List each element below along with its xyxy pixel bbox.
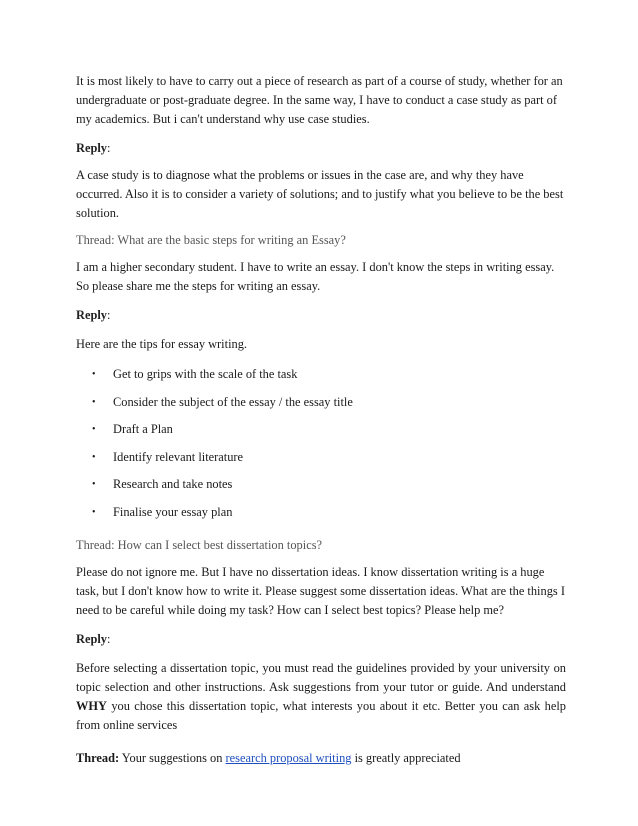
tips-list xyxy=(76,365,566,522)
reply-label: Reply xyxy=(76,141,107,155)
thread-text-before-link: Your suggestions on xyxy=(119,750,226,765)
list-item xyxy=(76,365,566,384)
tip-text: Draft a Plan xyxy=(113,422,173,437)
list-item xyxy=(76,475,566,494)
list-item xyxy=(76,420,566,439)
tip-text: Research and take notes xyxy=(113,477,233,492)
thread-text-after-link: is greatly appreciated xyxy=(351,750,461,765)
list-item xyxy=(76,503,566,522)
list-item xyxy=(76,448,566,467)
bullet-icon: • xyxy=(92,396,96,408)
bullet-icon: • xyxy=(92,369,96,380)
thread-heading-dissertation: Thread: How can I select best dissertation topics? xyxy=(76,537,323,552)
reply-paragraph-case-study: A case study is to diagnose what the problems or issues in the case are, and why they have occurred. Also it is to consider a variety of solutions; and to justify what you believe to be the best solution. xyxy=(76,168,564,220)
question-paragraph-case-study: It is most likely to have to carry out a piece of research as part of a course of study, whether for an undergraduate or post-graduate degree. In the same way, I have to conduct a case study as part of my academics. But i can't understand why use case studies. xyxy=(76,74,563,126)
reply-colon: : xyxy=(106,141,111,155)
tips-intro: Here are the tips for essay writing. xyxy=(76,337,248,351)
reply-text-part-2: you chose this dissertation topic, what interests you about it etc. Better you can ask help from online services xyxy=(76,698,566,732)
tip-text: Finalise your essay plan xyxy=(113,504,233,519)
reply-label: Reply xyxy=(76,308,107,322)
reply-heading-2 xyxy=(76,306,566,325)
document-page xyxy=(76,72,566,768)
question-paragraph-dissertation: Please do not ignore me. But I have no dissertation ideas. I know dissertation writing is a huge task, but I don't know how to write it. Please suggest some dissertation ideas. What are the things I need to be careful while doing my task? How can I select best topics? Please help me? xyxy=(76,564,565,617)
thread-label: Thread: xyxy=(76,750,120,765)
reply-heading-3 xyxy=(76,630,566,649)
reply-colon: : xyxy=(106,308,111,322)
bullet-icon: • xyxy=(92,506,96,518)
thread-heading-proposal xyxy=(76,749,566,768)
emphasis-why: WHY xyxy=(76,698,107,713)
reply-heading-1 xyxy=(76,139,566,158)
list-item xyxy=(76,393,566,412)
thread-heading-essay: Thread: What are the basic steps for writing an Essay? xyxy=(76,233,346,247)
reply-paragraph-dissertation xyxy=(76,659,566,735)
research-proposal-link[interactable]: research proposal writing xyxy=(225,750,352,765)
bullet-icon: • xyxy=(92,424,96,436)
reply-colon: : xyxy=(106,631,111,646)
reply-label: Reply xyxy=(76,631,107,646)
tip-text: Consider the subject of the essay / the essay title xyxy=(113,394,353,409)
tip-text: Get to grips with the scale of the task xyxy=(113,367,298,381)
question-paragraph-essay: I am a higher secondary student. I have to write an essay. I don't know the steps in writing essay. So please share me the steps for writing an essay. xyxy=(76,260,555,293)
reply-text-part-1: Before selecting a dissertation topic, you must read the guidelines provided by your university on topic selection and other instructions. Ask suggestions from your tutor or guide. And understand xyxy=(76,660,566,694)
bullet-icon: • xyxy=(92,451,96,463)
tip-text: Identify relevant literature xyxy=(113,449,244,464)
bullet-icon: • xyxy=(92,479,96,491)
